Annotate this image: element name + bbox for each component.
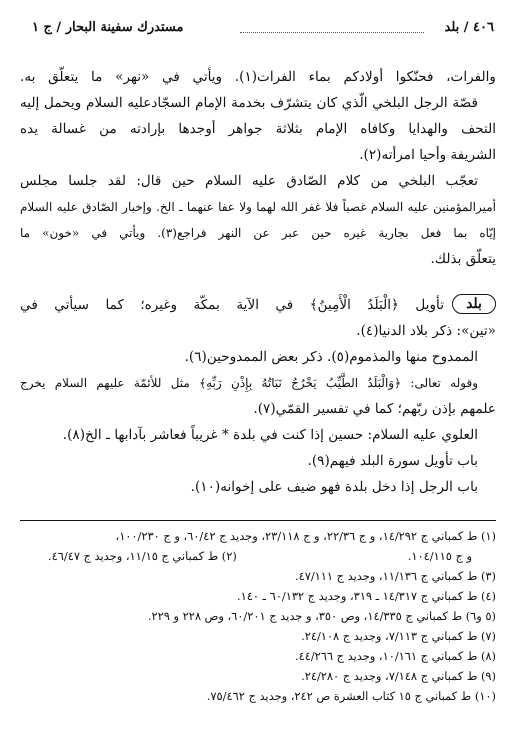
running-header (32, 20, 494, 42)
footnote-10: (١٠) ط كمباني ج ١٥ كتاب العشرة ص ٢٤٢، وجديد ج ٧٥/٤٦٢. (206, 689, 496, 703)
entry-heading-label: بلد (466, 296, 482, 312)
body-line-3: التحف والهدايا وكافاه الإمام بثلاثة جواهر أوجدها بإرادته من غسالة يده (20, 121, 496, 137)
bald-line-4: وقوله تعالى: ﴿وَالْبَلَدُ الطَّيِّبُ يَخْرُجُ نَبَاتُهُ بِإِذْنِ رَبِّهِ﴾ مثل للأئمّة عليهم السلام يخرج (20, 376, 478, 390)
entry-heading-badge (452, 294, 496, 314)
header-dot-leader (240, 32, 424, 33)
body-line-8: يتعلّق بذلك. (430, 251, 496, 267)
footnote-row-1b-2 (20, 548, 496, 564)
footnote-1: (١) ط كمباني ج ١٤/٢٩٢، و ج ٢٢/٣٦، و ج ٢٣/١١٨، وجديد ج ٦٠/٤٢، و ج ١٠٠/٢٣٠، (115, 529, 496, 543)
footnote-8: (٨) ط كمباني ج ١٠/١٦١، وجديد ج ٤٤/٢٦٦. (294, 649, 496, 663)
bald-line-3: الممدوح منها والمذموم(٥). ذكر بعض الممدوحين(٦). (184, 349, 478, 365)
bald-line-8: باب الرجل إذا دخل بلدة فهو ضيف على إخوانه(١٠). (190, 479, 478, 495)
page-number-section: ٤٠٦ / بلد (444, 20, 494, 35)
footnote-1-continued: و ج ١٠٤/١١٥. (407, 549, 472, 563)
body-line-6: أميرالمؤمنين عليه السلام غصباً فلا غفر الله لهما ولا عفا عنهما ـ الخ. وإخبار الصّادق عليه السلام (20, 200, 496, 214)
bald-line-5: علمهم بإذن ربّهم؛ كما في تفسير القمّي(٧). (253, 401, 496, 417)
body-line-2: قصّة الرجل البلخي الّذي كان يتشرّف بخدمة الإمام السجّادعليه السلام ويحمل إليه (20, 95, 478, 111)
book-title: مستدرك سفينة البحار / ج ١ (32, 20, 184, 35)
bald-line-7: باب تأويل سورة البلد فيهم(٩). (307, 453, 478, 469)
body-line-7: إيّاه بما فعل بجارية غيره حين عبر عن النهر فراجع(٣). ويأتي في «خون» ما (20, 226, 496, 240)
footnote-divider (20, 520, 496, 521)
bald-line-1: تأويل ﴿الْبَلَدُ الْأَمِينُ﴾ في الآية بمكّة وغيره؛ كما سيأتي في (20, 297, 444, 313)
footnote-9: (٩) ط كمباني ج ٧/١٤٨، وجديد ج ٢٤/٢٨٠. (301, 669, 496, 683)
bald-line-6: العلوي عليه السلام: حسين إذا كنت في بلدة * غريباً فعاشر بآدابها ـ الخ(٨). (62, 427, 478, 443)
footnote-2: (٢) ط كمباني ج ١١/١٥، وجديد ج ٤٦/٤٧. (48, 549, 237, 563)
body-line-4: الشريفة وأحيا امرأته(٢). (359, 147, 496, 163)
footnote-7: (٧) ط كمباني ج ٧/١١٣، وجديد ج ٢٤/١٠٨. (301, 629, 496, 643)
footnote-4: (٤) ط كمباني ج ١٤/٣١٧ ـ ٣١٩، وجديد ج ٦٠/١٣٢ ـ ١٤٠. (237, 589, 496, 603)
footnote-5-6: (٥ و٦) ط كمباني ج ١٤/٣٣٥، وص ٣٥٠، و جديد ج ٦٠/٢٠١، وص ٢٢٨ و ٢٢٩. (147, 609, 496, 623)
body-line-5: تعجّب البلخي من كلام الصّادق عليه السلام حين قال: لقد جلسا مجلس (20, 173, 478, 189)
footnote-3: (٣) ط كمباني ج ١١/١٣٦، وجديد ج ٤٧/١١١. (294, 569, 496, 583)
bald-line-2: «تين»: ذكر بلاد الدنيا(٤). (356, 323, 496, 339)
body-line-1: والفرات، فحنّكوا أولادكم بماء الفرات(١). ويأتي في «نهر» ما يتعلّق به. (20, 69, 496, 85)
